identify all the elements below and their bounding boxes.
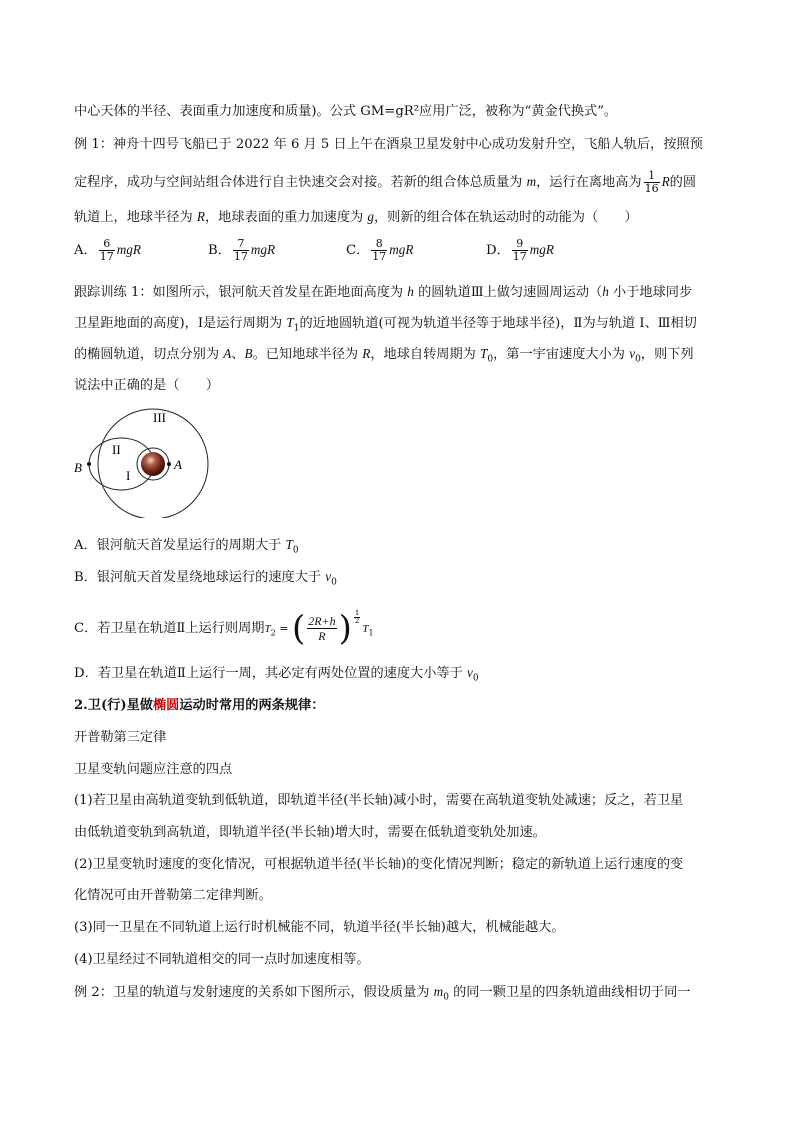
example-1-line-3 [74,207,638,228]
point-4: (4)卫星经过不同轨道相交的同一点时加速度相等。 [74,952,370,967]
label-III: III [153,410,166,425]
equals: = [275,622,292,635]
kepler-law: 开普勒第三定律 [74,730,167,745]
training-1-line-3 [74,344,694,370]
denominator: 17 [372,250,387,263]
numerator: 6 [99,238,115,251]
numerator: 1 [354,609,360,617]
text: 的椭圆轨道，切点分别为 [74,347,224,362]
var-R: R [661,174,670,189]
training-option-b[interactable] [74,567,337,593]
var-B: B [244,346,253,361]
text: 的圆轨道Ⅲ上做匀速圆周运动（ [413,285,603,300]
label-I: I [126,468,131,483]
text: ，第一宇宙速度大小为 [493,347,630,362]
text: ，地球表面的重力加速度为 [204,210,368,225]
subscript: 0 [292,545,299,556]
text: 的近地圆轨道(可视为轨道半径等于地球半径)，Ⅱ为与轨道 I、Ⅲ相切 [299,316,697,331]
option-fraction [233,238,249,263]
option-expr: mgR [116,242,141,257]
var-R: R [362,346,371,361]
var-g: g [367,209,374,224]
option-c[interactable] [346,238,413,263]
orbit-diagram [68,400,218,518]
var-m: m [526,174,537,189]
training-1-line-4: 说法中正确的是（ ） [74,378,220,393]
section-2-heading [74,696,324,716]
var-h: h [602,284,609,299]
subscript: 0 [331,577,337,588]
option-label: C． [346,243,370,258]
numerator: 1 [644,170,660,183]
option-b[interactable] [208,238,275,263]
denominator: 17 [512,250,527,263]
text: 例 2：卫星的轨道与发射速度的关系如下图所示，假设质量为 [74,985,434,1000]
text: B．银河航天首发星绕地球运行的速度大于 [74,570,326,585]
var-T: T [480,346,488,361]
option-d[interactable] [486,238,554,263]
text: 轨道上，地球半径为 [74,210,197,225]
training-option-d[interactable] [74,663,479,689]
numerator: 8 [371,238,387,251]
var-v: v [629,346,636,361]
option-fraction [99,238,115,263]
four-points-title: 卫星变轨问题应注意的四点 [74,762,233,777]
point-1-line-1: (1)若卫星由高轨道变轨到低轨道，即轨道半径(半长轴)减小时，需要在高轨道变轨处减速；反之，若卫星 [74,793,684,808]
training-1-line-2 [74,313,697,339]
denominator: 2 [354,617,360,625]
example-2-line-1 [74,982,691,1008]
var-A: A [223,346,232,361]
subscript: 2 [270,628,276,638]
earth [141,452,165,476]
subscript: 1 [293,323,300,334]
var-v: v [466,665,473,680]
subscript: 1 [368,628,374,638]
right-paren: ) [338,608,352,649]
text: 的圆 [669,175,697,190]
text: ，地球自转周期为 [370,347,481,362]
text: D．若卫星在轨道Ⅱ上运行一周，其必定有两处位置的速度大小等于 [74,666,467,681]
option-expr: mgR [389,242,414,257]
numerator: 7 [233,238,249,251]
text: 的同一颗卫星的四条轨道曲线相切于同一 [448,985,691,1000]
text: A．银河航天首发星运行的周期大于 [74,538,286,553]
text: 定程序，成功与空间站组合体进行自主快速交会对接。若新的组合体总质量为 [74,175,527,190]
point-1-line-2: 由低轨道变轨到高轨道，即轨道半径(半长轴)增大时，需要在低轨道变轨处加速。 [74,825,546,840]
label-A: A [174,457,182,472]
point-2-line-1: (2)卫星变轨时速度的变化情况，可根据轨道半径(半长轴)的变化情况判断；稳定的新轨道上运行速度的变 [74,857,684,872]
text: C．若卫星在轨道Ⅱ上运行则周期 [74,621,265,636]
point-B [87,462,91,466]
highlight-text: 椭圆 [153,698,180,713]
text: ，运行在离地高为 [536,175,642,190]
example-1-line-2 [74,170,696,195]
denominator: 17 [99,250,114,263]
exponent-fraction [354,610,360,625]
numerator: 2R+h [308,614,336,628]
denominator: 17 [233,250,248,263]
subscript: 0 [635,354,641,365]
training-1-line-1 [74,282,692,303]
var-T2: T [264,623,271,635]
text: 运动时常用的两条规律： [179,698,325,713]
text: 卫星距地面的高度)，I是运行周期为 [74,316,287,331]
var-T: T [286,315,294,330]
text: 小于地球同步 [608,285,693,300]
text: ，则新的组合体在轨运动时的动能为（ ） [374,210,638,225]
var-m: m [433,984,444,999]
text: 、 [231,347,245,362]
text: 跟踪训练 1：如图所示，银河航天首发星在距地面高度为 [74,285,408,300]
example-1-line-1: 例 1：神舟十四号飞船已于 2022 年 6 月 5 日上午在酒泉卫星发射中心成功发射升空，飞船人轨后，按照预 [74,137,703,152]
denominator: 16 [644,182,659,195]
denominator: R [318,629,326,643]
subscript: 0 [443,992,449,1003]
text: ，则下列 [640,347,694,362]
intro-line: 中心天体的半径、表面重力加速度和质量)。公式 GM=gR²应用广泛，被称为“黄金代换式”。 [74,104,618,119]
text: 2.卫(行)星做 [74,698,153,713]
option-label: B． [208,243,231,258]
numerator: 9 [512,238,528,251]
option-fraction [512,238,528,263]
text: 。已知地球半径为 [252,347,363,362]
point-A [167,462,171,466]
training-option-a[interactable] [74,535,299,561]
var-R: R [196,209,205,224]
point-2-line-2: 化情况可由开普勒第二定律判断。 [74,888,272,903]
option-fraction [371,238,387,263]
var-v: v [325,569,332,584]
training-option-c[interactable] [74,608,374,649]
option-label: D． [486,243,510,258]
var-h: h [407,284,414,299]
var-T: T [285,537,293,552]
subscript: 0 [472,673,479,684]
option-expr: mgR [250,242,276,257]
option-expr: mgR [529,242,554,257]
var-T1: T [362,623,369,635]
fraction-1-16 [644,170,660,195]
label-II: II [112,442,121,457]
option-a[interactable] [74,238,141,263]
point-3: (3)同一卫星在不同轨道上运行时机械能不同，轨道半径(半长轴)越大，机械能越大。 [74,920,565,935]
option-label: A． [74,243,97,258]
fraction-2Rh-R [307,614,336,643]
subscript: 0 [487,354,494,365]
label-B: B [74,460,82,475]
left-paren: ( [291,608,306,649]
